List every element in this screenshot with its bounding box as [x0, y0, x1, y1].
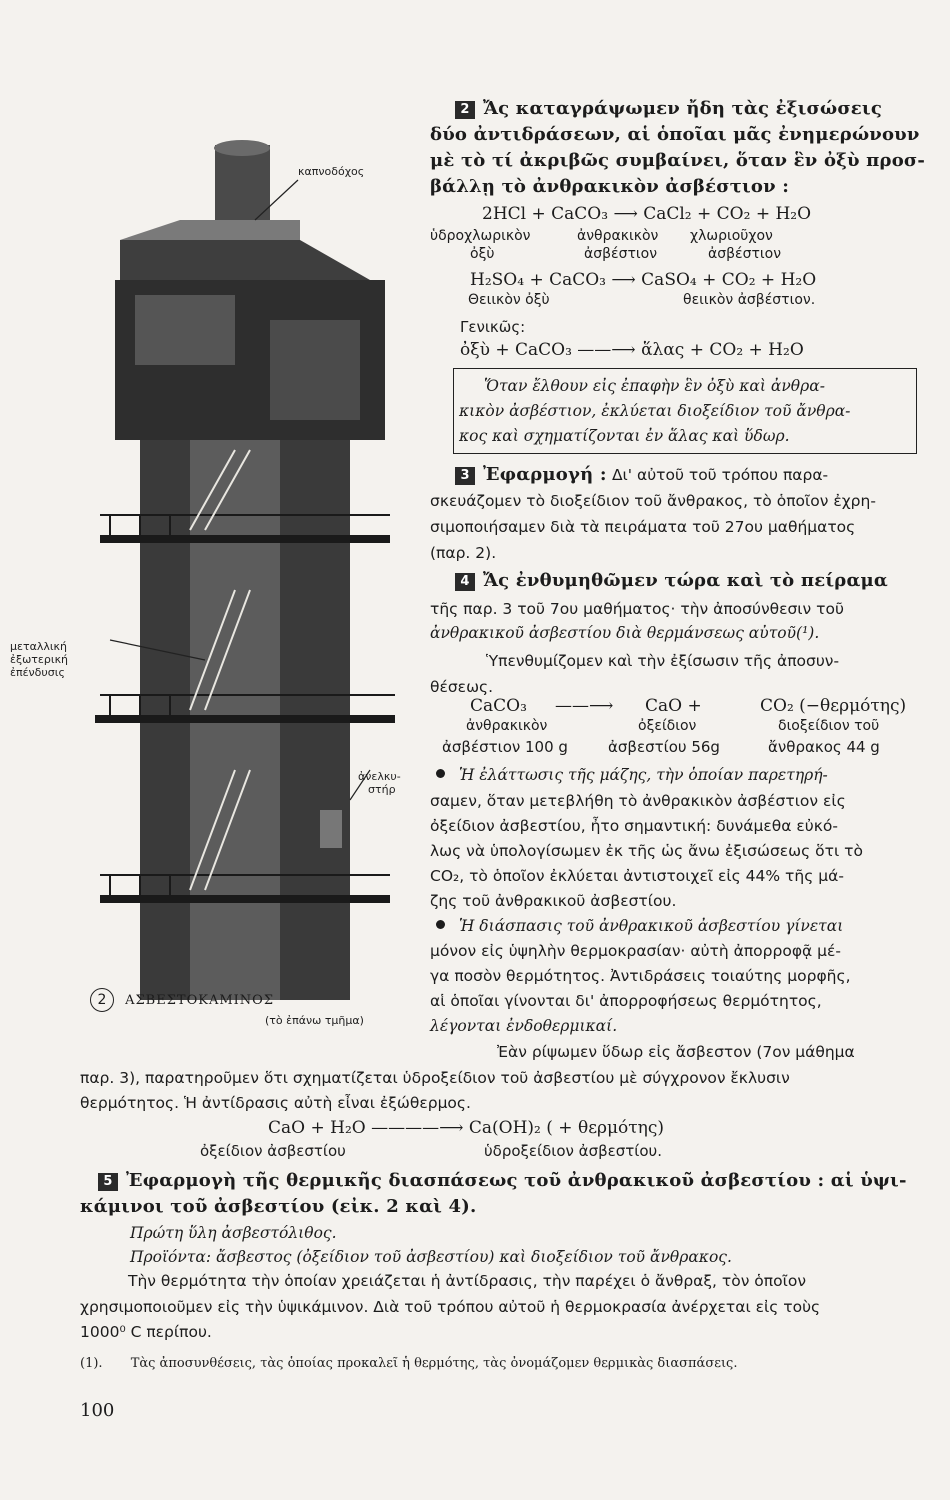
lining-label [10, 640, 68, 679]
key-statement-line: Ὅταν ἔλθουν εἰς ἐπαφὴν ἓν ὀξὺ καὶ ἀνθρα- [484, 377, 825, 395]
bullet-line: ὀξείδιον ἀσβεστίου, ἦτο σημαντική: δυνάμεθα εὐκό- [430, 817, 838, 835]
eq1-label: ἀνθρακικὸν [577, 228, 659, 244]
footnote-text: Τὰς ἀποσυνθέσεις, τὰς ὁποίας προκαλεῖ ἡ θερμότης, τὰς ὀνομάζομεν θερμικὰς διασπάσεις. [130, 1356, 738, 1371]
section-2-line: δύο ἀντιδράσεων, αἱ ὁποῖαι μᾶς ἐνημερώνουν [430, 124, 920, 145]
eq4-label: ὀξείδιον ἀσβεστίου [200, 1142, 346, 1160]
section-3-line: (παρ. 2). [430, 544, 497, 562]
eq3-label: ὀξείδιον [638, 718, 697, 734]
eq4-label: ὑδροξείδιον ἀσβεστίου. [484, 1142, 662, 1160]
section-5-head: Ἐφαρμογὴ τῆς θερμικῆς διασπάσεως τοῦ ἀνθρακικοῦ ἀσβεστίου : αἱ ὑψι- [126, 1170, 907, 1191]
raw-material-line: Πρώτη ὕλη ἀσβεστόλιθος. [130, 1224, 337, 1242]
section-number: 4 [455, 573, 475, 591]
kiln-figure [10, 120, 430, 1030]
page-number: 100 [80, 1400, 115, 1421]
bullet-text: Ἡ ἐλάττωσις τῆς μάζης, τὴν ὁποίαν παρετηρή- [459, 766, 828, 784]
eq3-mid: CaO + [645, 696, 702, 716]
kiln-photo [40, 120, 430, 1030]
caption-sub: (τὸ ἐπάνω τμῆμα) [265, 1014, 364, 1027]
chimney-label: καπνοδόχος [298, 165, 365, 178]
bullet-line [436, 915, 843, 937]
key-statement-box [453, 368, 917, 454]
eq3-lhs: CaCO₃ [470, 696, 527, 716]
section-5-para-line: 1000⁰ C περίπου. [80, 1323, 212, 1341]
bullet-line: σαμεν, ὅταν μετεβλήθη τὸ ἀνθρακικὸν ἀσβέστιον εἰς [430, 792, 846, 810]
eq1-label: χλωριοῦχον [690, 228, 773, 244]
section-3-line: σιμοποιήσαμεν διὰ τὰ πειράματα τοῦ 27ου μαθήματος [430, 518, 856, 536]
section-2-line: βάλλῃ τὸ ἀνθρακικὸν ἀσβέστιον : [430, 176, 790, 197]
equation-h2so4: H₂SO₄ + CaCO₃ ⟶ CaSO₄ + CO₂ + H₂O [470, 270, 817, 290]
section-number: 2 [455, 101, 475, 119]
section-2-line: μὲ τὸ τί ἀκριβῶς συμβαίνει, ὅταν ἓν ὀξὺ προσ- [430, 150, 926, 171]
lining-label-line: μεταλλική [10, 640, 68, 653]
section-number: 5 [98, 1173, 118, 1191]
eq3-label: ἄνθρακος 44 g [768, 738, 880, 756]
bullet-line: μόνον εἰς ὑψηλὴν θερμοκρασίαν· αὐτὴ ἀπορροφᾷ μέ- [430, 942, 842, 960]
section-4-line: ἀνθρακικοῦ ἀσβεστίου διὰ θερμάνσεως αὐτοῦ(¹). [430, 624, 820, 642]
bullet-line [436, 764, 828, 786]
eq3-rhs: CO₂ (−θερμότης) [760, 696, 907, 716]
eq3-label: ἀσβεστίου 56g [608, 738, 720, 756]
bullet-line: λως νὰ ὑπολογίσωμεν ἐκ τῆς ὡς ἄνω ἐξισώσεως ὅτι τὸ [430, 842, 863, 860]
eq1-label: ἀσβέστιον [708, 246, 782, 262]
eq1-label: ὀξὺ [470, 246, 495, 262]
caption-title: ΑΣΒΕΣΤΟΚΑΜΙΝΟΣ [125, 993, 275, 1008]
lift-label [358, 770, 401, 796]
section-4-line: θέσεως. [430, 678, 494, 696]
key-statement-line: κικὸν ἀσβέστιον, ἐκλύεται διοξείδιον τοῦ ἄνθρα- [459, 402, 851, 420]
eq2-label: θειικὸν ἀσβέστιον. [683, 292, 816, 308]
section-4-line: Ὑπενθυμίζομεν καὶ τὴν ἐξίσωσιν τῆς ἀποσυν- [486, 652, 840, 670]
general-label: Γενικῶς: [460, 318, 526, 336]
key-statement-line: κος καὶ σχηματίζονται ἐν ἅλας καὶ ὕδωρ. [459, 427, 790, 445]
section-3-head: Ἐφαρμογή : [483, 464, 607, 485]
section-3-text: Δι' αὐτοῦ τοῦ τρόπου παρα- [611, 466, 829, 484]
section-2-line [455, 98, 882, 120]
section-3-line [455, 464, 828, 486]
eq2-label: Θειικὸν ὀξὺ [468, 292, 550, 308]
footnote [80, 1356, 737, 1371]
eq1-label: ὑδροχλωρικὸν [430, 228, 531, 244]
section-4-line: τῆς παρ. 3 τοῦ 7ου μαθήματος· τὴν ἀποσύνθεσιν τοῦ [430, 600, 844, 618]
eq3-label: ἀσβέστιον 100 g [442, 738, 568, 756]
bullet-text: Ἡ διάσπασις τοῦ ἀνθρακικοῦ ἀσβεστίου γίνεται [459, 917, 844, 935]
bullet-dot-icon [436, 769, 445, 778]
bullet-line: γα ποσὸν θερμότητος. Ἀντιδράσεις τοιαύτης μορφῆς, [430, 967, 851, 985]
eq3-arrow: ——⟶ [555, 696, 614, 716]
water-paragraph-line: Ἐὰν ρίψωμεν ὕδωρ εἰς ἄσβεστον (7ον μάθημα [497, 1043, 855, 1061]
eq3-label: διοξείδιον τοῦ [778, 718, 880, 734]
section-5-para-line: χρησιμοποιοῦμεν εἰς τὴν ὑψικάμινον. Διὰ τοῦ τρόπου αὐτοῦ ἡ θερμοκρασία ἀνέρχεται εἰς τοὺς [80, 1298, 821, 1316]
lift-label-line: στήρ [368, 783, 396, 796]
bullet-line: αἱ ὁποῖαι γίνονται δι' ἀπορροφήσεως θερμότητος, [430, 992, 822, 1010]
section-4-line [455, 570, 888, 592]
section-5-line [98, 1170, 907, 1192]
lining-label-line: ἐξωτερική [10, 653, 69, 666]
section-5-line: κάμινοι τοῦ ἀσβεστίου (εἰκ. 2 καὶ 4). [80, 1196, 477, 1217]
products-line: Προϊόντα: ἄσβεστος (ὀξείδιον τοῦ ἀσβεστίου) καὶ διοξείδιον τοῦ ἄνθρακος. [130, 1248, 732, 1266]
water-paragraph-line: παρ. 3), παρατηροῦμεν ὅτι σχηματίζεται ὑδροξείδιον τοῦ ἀσβεστίου μὲ σύγχρονον ἔκλυσιν [80, 1069, 790, 1087]
section-5-para-line: Τὴν θερμότητα τὴν ὁποίαν χρειάζεται ἡ ἀντίδρασις, τὴν παρέχει ὁ ἄνθραξ, τὸν ὁποῖον [128, 1272, 806, 1290]
section-2-text: Ἄς καταγράψωμεν ἤδη τὰς ἐξισώσεις [483, 98, 883, 119]
eq1-label: ἀσβέστιον [584, 246, 658, 262]
bullet-line: CO₂, τὸ ὁποῖον ἐκλύεται ἀντιστοιχεῖ εἰς 44% τῆς μά- [430, 867, 844, 885]
bullet-line: ζης τοῦ ἀνθρακικοῦ ἀσβεστίου. [430, 892, 677, 910]
equation-slaking: CaO + H₂O ————⟶ Ca(OH)₂ ( + θερμότης) [268, 1118, 665, 1138]
bullet-dot-icon [436, 920, 445, 929]
caption-number: 2 [90, 988, 114, 1012]
footnote-mark: (1). [80, 1356, 103, 1371]
equation-general: ὀξὺ + CaCO₃ ——⟶ ἅλας + CO₂ + H₂O [460, 340, 804, 360]
lining-label-line: ἐπένδυσις [10, 666, 65, 679]
equation-hcl: 2HCl + CaCO₃ ⟶ CaCl₂ + CO₂ + H₂O [482, 204, 812, 224]
section-number: 3 [455, 467, 475, 485]
figure-caption [90, 988, 420, 1027]
bullet-line: λέγονται ἐνδοθερμικαί. [430, 1017, 618, 1035]
section-4-head: Ἄς ἐνθυμηθῶμεν τώρα καὶ τὸ πείραμα [483, 570, 888, 591]
lift-label-line: ἀνελκυ- [358, 770, 401, 783]
section-3-line: σκευάζομεν τὸ διοξείδιον τοῦ ἄνθρακος, τὸ ὁποῖον ἐχρη- [430, 492, 876, 510]
eq3-label: ἀνθρακικὸν [466, 718, 548, 734]
water-paragraph-line: θερμότητος. Ἡ ἀντίδρασις αὐτὴ εἶναι ἐξώθερμος. [80, 1094, 471, 1112]
